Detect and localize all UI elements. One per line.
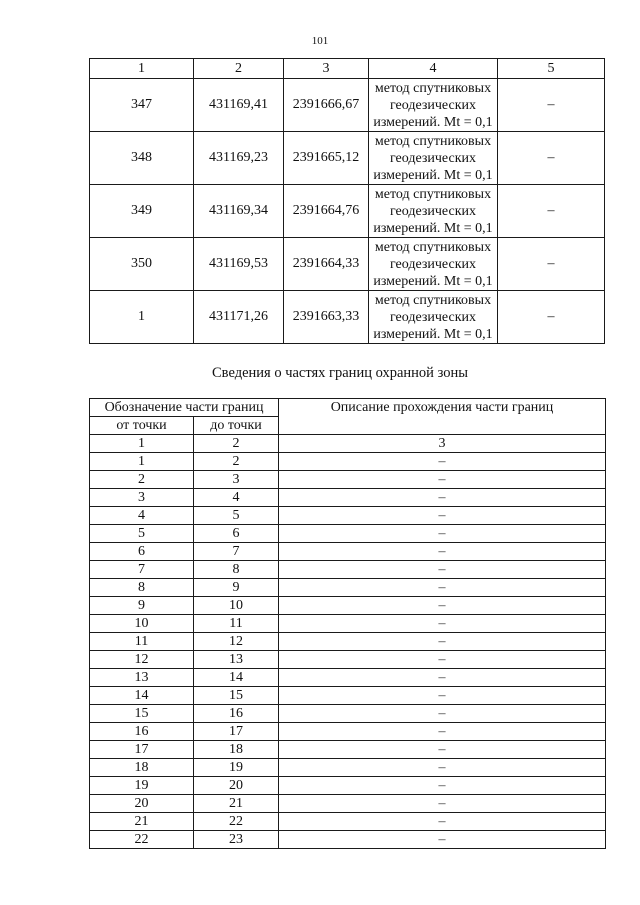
to-point: 9 bbox=[194, 579, 279, 597]
from-point: 22 bbox=[90, 831, 194, 849]
table-row bbox=[90, 669, 606, 687]
description-cell: – bbox=[279, 831, 606, 849]
note-cell: – bbox=[498, 238, 605, 291]
table-row bbox=[90, 615, 606, 633]
to-point: 20 bbox=[194, 777, 279, 795]
y-coordinate: 2391663,33 bbox=[284, 291, 369, 344]
section-title: Сведения о частях границ охранной зоны bbox=[212, 365, 468, 381]
from-point: 1 bbox=[90, 453, 194, 471]
y-coordinate: 2391664,76 bbox=[284, 185, 369, 238]
table-row bbox=[90, 687, 606, 705]
column-number: 2 bbox=[194, 435, 279, 453]
table-row bbox=[90, 489, 606, 507]
to-point: 8 bbox=[194, 561, 279, 579]
table-row bbox=[90, 543, 606, 561]
from-point: 15 bbox=[90, 705, 194, 723]
method-line: метод спутниковых bbox=[374, 186, 492, 202]
to-point: 18 bbox=[194, 741, 279, 759]
description-cell: – bbox=[279, 705, 606, 723]
method-line: метод спутниковых bbox=[374, 133, 492, 149]
table-row bbox=[90, 633, 606, 651]
method-description bbox=[369, 79, 498, 132]
to-point: 12 bbox=[194, 633, 279, 651]
point-number: 347 bbox=[90, 79, 194, 132]
method-line: измерений. Mt = 0,1 bbox=[373, 114, 493, 130]
from-point: 13 bbox=[90, 669, 194, 687]
table-row bbox=[90, 831, 606, 849]
table-row bbox=[90, 579, 606, 597]
table-header-row bbox=[90, 399, 606, 417]
description-cell: – bbox=[279, 669, 606, 687]
column-numbers-row bbox=[90, 435, 606, 453]
table-row bbox=[90, 795, 606, 813]
method-description bbox=[369, 185, 498, 238]
from-point: 7 bbox=[90, 561, 194, 579]
x-coordinate: 431169,53 bbox=[194, 238, 284, 291]
method-line: геодезических bbox=[389, 150, 476, 166]
description-cell: – bbox=[279, 813, 606, 831]
method-line: измерений. Mt = 0,1 bbox=[373, 220, 493, 236]
column-number: 4 bbox=[369, 59, 498, 79]
description-cell: – bbox=[279, 723, 606, 741]
method-line: измерений. Mt = 0,1 bbox=[373, 326, 493, 342]
to-point: 3 bbox=[194, 471, 279, 489]
column-number: 5 bbox=[498, 59, 605, 79]
from-point: 21 bbox=[90, 813, 194, 831]
to-point: 13 bbox=[194, 651, 279, 669]
table-row bbox=[90, 525, 606, 543]
description-cell: – bbox=[279, 795, 606, 813]
method-description bbox=[369, 291, 498, 344]
table-row bbox=[90, 291, 605, 344]
method-line: геодезических bbox=[389, 203, 476, 219]
coordinates-table bbox=[89, 58, 605, 344]
note-cell: – bbox=[498, 79, 605, 132]
description-cell: – bbox=[279, 471, 606, 489]
from-point: 8 bbox=[90, 579, 194, 597]
from-point: 12 bbox=[90, 651, 194, 669]
point-number: 348 bbox=[90, 132, 194, 185]
group-header: Обозначение части границ bbox=[90, 399, 279, 417]
method-line: измерений. Mt = 0,1 bbox=[373, 167, 493, 183]
table-row bbox=[90, 561, 606, 579]
table-row bbox=[90, 185, 605, 238]
table-row bbox=[90, 651, 606, 669]
table-row bbox=[90, 238, 605, 291]
table-row bbox=[90, 813, 606, 831]
table-row bbox=[90, 79, 605, 132]
y-coordinate: 2391665,12 bbox=[284, 132, 369, 185]
method-line: метод спутниковых bbox=[374, 80, 492, 96]
from-point: 18 bbox=[90, 759, 194, 777]
from-point: 16 bbox=[90, 723, 194, 741]
note-cell: – bbox=[498, 291, 605, 344]
from-point: 3 bbox=[90, 489, 194, 507]
to-point: 11 bbox=[194, 615, 279, 633]
table-row bbox=[90, 759, 606, 777]
boundary-parts-table bbox=[89, 398, 606, 849]
x-coordinate: 431169,34 bbox=[194, 185, 284, 238]
description-cell: – bbox=[279, 507, 606, 525]
method-line: метод спутниковых bbox=[374, 239, 492, 255]
description-cell: – bbox=[279, 741, 606, 759]
to-point: 17 bbox=[194, 723, 279, 741]
table-row bbox=[90, 777, 606, 795]
description-cell: – bbox=[279, 615, 606, 633]
from-point: 17 bbox=[90, 741, 194, 759]
description-cell: – bbox=[279, 489, 606, 507]
note-cell: – bbox=[498, 185, 605, 238]
to-point: 19 bbox=[194, 759, 279, 777]
from-point: 9 bbox=[90, 597, 194, 615]
method-line: геодезических bbox=[389, 309, 476, 325]
column-number: 1 bbox=[90, 435, 194, 453]
point-number: 350 bbox=[90, 238, 194, 291]
page-number: 101 bbox=[311, 35, 329, 47]
to-point-header: до точки bbox=[194, 417, 279, 435]
to-point: 22 bbox=[194, 813, 279, 831]
table-row bbox=[90, 507, 606, 525]
from-point: 14 bbox=[90, 687, 194, 705]
point-number: 349 bbox=[90, 185, 194, 238]
method-line: измерений. Mt = 0,1 bbox=[373, 273, 493, 289]
x-coordinate: 431169,23 bbox=[194, 132, 284, 185]
y-coordinate: 2391664,33 bbox=[284, 238, 369, 291]
table-row bbox=[90, 132, 605, 185]
from-point: 20 bbox=[90, 795, 194, 813]
table-row bbox=[90, 723, 606, 741]
table-row bbox=[90, 741, 606, 759]
table-row bbox=[90, 597, 606, 615]
description-header: Описание прохождения части границ bbox=[279, 399, 606, 435]
from-point: 2 bbox=[90, 471, 194, 489]
method-line: геодезических bbox=[389, 97, 476, 113]
to-point: 15 bbox=[194, 687, 279, 705]
description-cell: – bbox=[279, 777, 606, 795]
from-point: 5 bbox=[90, 525, 194, 543]
description-cell: – bbox=[279, 561, 606, 579]
description-cell: – bbox=[279, 453, 606, 471]
method-description bbox=[369, 238, 498, 291]
description-cell: – bbox=[279, 525, 606, 543]
x-coordinate: 431171,26 bbox=[194, 291, 284, 344]
from-point: 6 bbox=[90, 543, 194, 561]
from-point-header: от точки bbox=[90, 417, 194, 435]
to-point: 23 bbox=[194, 831, 279, 849]
to-point: 10 bbox=[194, 597, 279, 615]
column-number: 3 bbox=[279, 435, 606, 453]
note-cell: – bbox=[498, 132, 605, 185]
to-point: 4 bbox=[194, 489, 279, 507]
from-point: 4 bbox=[90, 507, 194, 525]
y-coordinate: 2391666,67 bbox=[284, 79, 369, 132]
to-point: 14 bbox=[194, 669, 279, 687]
description-cell: – bbox=[279, 597, 606, 615]
from-point: 10 bbox=[90, 615, 194, 633]
description-cell: – bbox=[279, 633, 606, 651]
column-number: 3 bbox=[284, 59, 369, 79]
method-line: геодезических bbox=[389, 256, 476, 272]
table-header-row bbox=[90, 59, 605, 79]
to-point: 7 bbox=[194, 543, 279, 561]
to-point: 21 bbox=[194, 795, 279, 813]
description-cell: – bbox=[279, 687, 606, 705]
table-row bbox=[90, 453, 606, 471]
description-cell: – bbox=[279, 651, 606, 669]
point-number: 1 bbox=[90, 291, 194, 344]
to-point: 16 bbox=[194, 705, 279, 723]
column-number: 1 bbox=[90, 59, 194, 79]
table-row bbox=[90, 705, 606, 723]
to-point: 2 bbox=[194, 453, 279, 471]
method-line: метод спутниковых bbox=[374, 292, 492, 308]
to-point: 6 bbox=[194, 525, 279, 543]
x-coordinate: 431169,41 bbox=[194, 79, 284, 132]
table-row bbox=[90, 471, 606, 489]
from-point: 19 bbox=[90, 777, 194, 795]
method-description bbox=[369, 132, 498, 185]
to-point: 5 bbox=[194, 507, 279, 525]
description-cell: – bbox=[279, 759, 606, 777]
column-number: 2 bbox=[194, 59, 284, 79]
description-cell: – bbox=[279, 579, 606, 597]
description-cell: – bbox=[279, 543, 606, 561]
from-point: 11 bbox=[90, 633, 194, 651]
